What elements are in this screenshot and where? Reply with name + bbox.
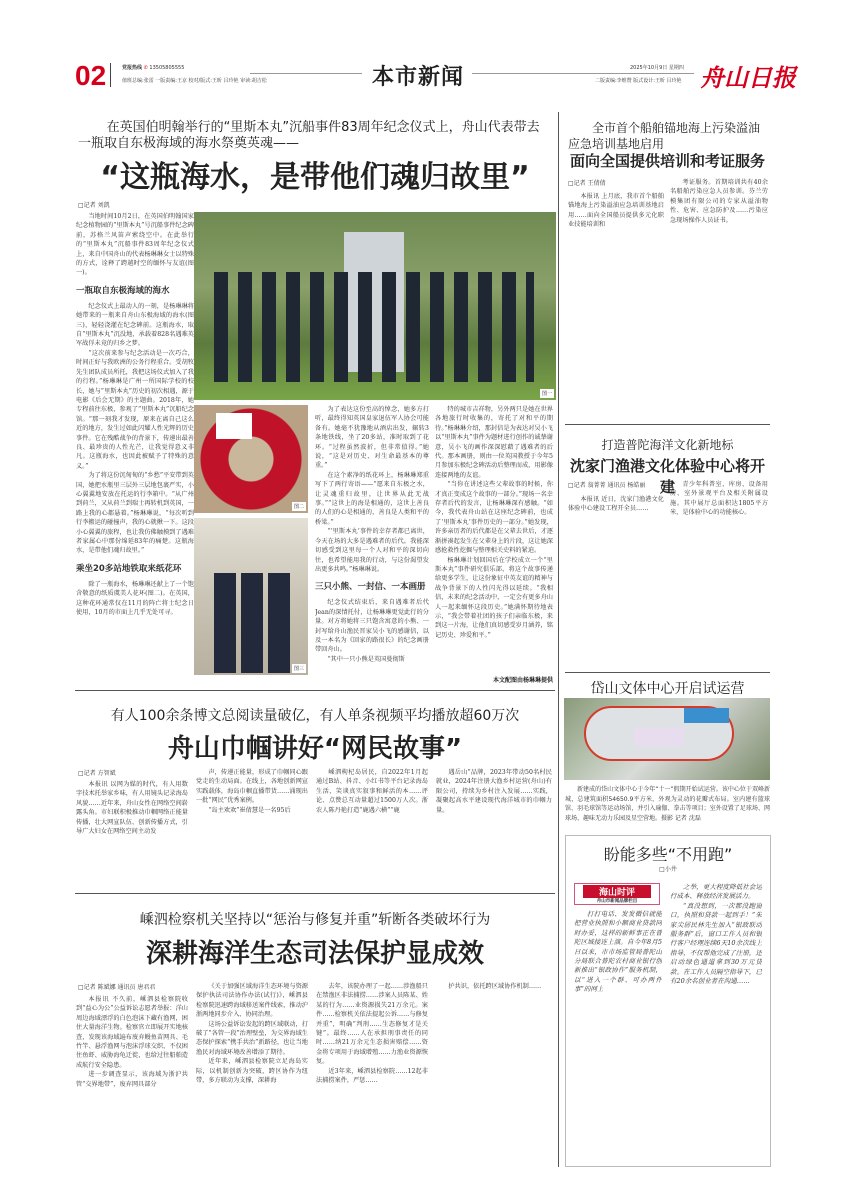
- article3-col4: [436, 982, 552, 1165]
- badge-title: 海山时评: [583, 885, 651, 898]
- hotline-number: 13505805555: [149, 65, 185, 71]
- article3-headline: 深耕海洋生态司法保护显成效: [145, 939, 484, 969]
- column-divider: [558, 112, 559, 1167]
- article2-col4: [436, 768, 552, 885]
- date: 2025年10月9日 星期四: [630, 65, 684, 71]
- masthead-logo: 舟山日报: [700, 63, 796, 92]
- hotline-label: 党报热线: [122, 65, 143, 71]
- article3-byline: □记者 陈斌娜 通讯员 唐君君: [78, 984, 156, 991]
- article1-col2: [315, 405, 429, 685]
- paragraph: 近3年来，嵊泗县检察院……12起非法捕捞案件，严惩……: [316, 1067, 428, 1085]
- paragraph: 当地时间10月2日，在英国伯明翰国家纪念植物园的“里斯本丸”号沉船事件纪念碑前，苏格兰风笛声萦绕空中。在此举行的“里斯本丸”沉船事件83周年纪念仪式上，来自中国舟山的代表杨琳琳女士以特殊的方式，诠释了跨越时空的缅怀与友谊(图一)。: [76, 213, 194, 277]
- paragraph: 本报讯 近日，沈家门渔港文化体验中心建设工程开全员……: [568, 496, 664, 513]
- article3-col1: [76, 995, 188, 1165]
- photo-label: 图三: [293, 666, 304, 672]
- paragraph: “这次前来参与纪念活动是一次巧合，时间正好与我欧洲的公务行程重合。受胡牧先生团队成员所托，我把这场仪式加入了我的行程。”杨琳琳是广州一所国际学校的校长，她与“里斯本丸”历史的初次相遇，源于电影《后会无期》的主题曲。2018年，她专程前往东极，参观了“里斯本丸”沉船纪念馆。“那一刻我才发现，原来在离自己这么近的地方，发生过如此闪耀人性光辉的历史事件。它在残酷战争的背景下，传递出最善良、最珍贵的人性光芒，让我觉得意义非凡。这瓶海水，也因此被赋予了特殊的意义。”: [76, 349, 194, 470]
- right3-caption: [565, 785, 770, 825]
- divider: [565, 672, 770, 673]
- commentary-author: □小井: [659, 866, 677, 873]
- right1-kicker: 全市首个船舶锚地海上污染溢油应急培训基地启用: [568, 121, 761, 151]
- paragraph: 青少年科普室、库房、设备用房、室外景观平台及相关附属设施。其中展厅总面积达1805平方米，是体验中心的功能核心。: [670, 481, 768, 517]
- pool: [684, 708, 729, 723]
- paragraph: 本报讯 以网为媒的时代，有人用数字技术托举家乡味，有人用镜头记录海岛风貌……近年来，舟山女性在网络空间崭露头角。市妇联积极推动巾帼网络正能量传播，壮大网宣队伍、创新传播方式，引导广大妇女在网络空间主动发: [76, 781, 188, 836]
- caption: 新建成的岱山文体中心于今年“十一”假期开始试运营。该中心位于双峰新城，总建筑面积54650.9平方米，外观为灵动的花瓣式布局。室内建有篮球馆、羽毛球馆等运动场馆，并引入瑜伽、拳击等项目；室外设置了足球场、网球场、趣味无动力乐园及星空营地。摄影 记者 沈磊: [565, 786, 770, 822]
- paragraph: “岛主欢欢”崔倩慧是一名95后: [208, 806, 291, 814]
- article1-col3: [435, 405, 553, 673]
- photo-label: 图一: [541, 391, 552, 397]
- paragraph: 本报讯 不久前，嵊泗县检察院收到“益心为公”公益诉讼志愿者举报：洋山周边海域漂浮的白色泡沫下藏有渔网，困住大量海洋生物。检察官立即展开实地核查，发现该海域遍布废弃鳗鱼苗网具、毛竹竿、悬浮渔网与泡沫浮球交织，不仅困住鱼虾、威胁海龟迁徙，也给过往船舶造成航行安全隐患。: [76, 996, 188, 1069]
- right2-col1: [568, 495, 664, 670]
- article2-kicker: 有人100余条博文总阅读量破亿，有人单条视频平均播放超60万次: [110, 708, 520, 724]
- photo-poppy-wreath: [194, 405, 308, 513]
- article1-col1: [76, 212, 194, 687]
- paragraph: 《关于加强区域海洋生态环境与资源保护执法司法协作办法(试行)》，嵊泗县检察院迅速跨海域移送案件线索，推动沪浙两地同步介入、协同治理。: [196, 983, 308, 1019]
- paragraph: “‘里斯本丸’事件的幸存者都已离世，今天在场的大多是遇难者的后代。我能深切感受到这里每一个人对和平的深切向往，也希望能用我的行动，与这份渴望发出更多共鸣。”杨琳琳说。: [315, 528, 429, 573]
- subheading: 乘坐20多站地铁取来纸花环: [76, 563, 182, 574]
- paragraph: 特的城市吉祥物，另外两只是她在世界各地旅行时收集的，寄托了对和平的期待。”杨琳琳介绍，那封信是为表达对吴小飞以“里斯本丸”事件为题材进行创作的诚挚谢意，吴小飞的画作深深慰藉了遇难者的后代。那本画册，则由一位英国教授于今年5月参加东极纪念碑活动后整理而成，用影像连接两地的友谊。: [435, 406, 553, 479]
- right1-byline: □记者 王倩倩: [568, 180, 606, 187]
- paragraph: “真没想到，一次都没跑窗口，执照和贷款一起到手！”朱家尖居民林先生加入“银政联动服务群”后，窗口工作人员和银行客户经理连续6天10余次线上指导，不仅帮他完成了注册，还启动绿色通道拿到30万元贷款。在工作人员隔空指导下，已有20余名创业者在沟通……: [670, 901, 762, 986]
- article2-col3: [316, 768, 428, 885]
- court: [634, 728, 684, 746]
- article2-headline: 舟山巾帼讲好“网民故事”: [167, 734, 463, 764]
- paragraph: 为了将这份沉甸甸的“乡愁”平安带到英国，她把水瓶里三层外三层地包裹严实，小心翼翼地安放在托运的行李箱中。“从广州到荷兰，又从荷兰到瑞士再转机到英国，一路上我的心都悬着。”杨琳琳说，“每次听到行李搬运的碰撞声，我的心就揪一下。这段小心翼翼的旅程，也让我仿佛触摸到了遇难者家属心中那份绵延83年的痛楚。这瓶海水，是带他们魂归故里。”: [76, 472, 194, 555]
- divider: [250, 73, 362, 74]
- right2-headline: 沈家门渔港文化体验中心将开建: [569, 457, 765, 496]
- article1-byline: □记者 刘凯: [78, 202, 110, 209]
- divider: [472, 73, 694, 74]
- page-number: 02: [75, 60, 107, 91]
- article2-col1: [76, 780, 188, 885]
- phone-icon: ✆: [143, 65, 148, 71]
- photo-group-indoor: [194, 518, 308, 675]
- right1-col2: [670, 178, 768, 420]
- paragraph: 杨琳琳计划回国后在学校成立一个“里斯本丸”事件研究俱乐部，将这个故事传递给更多学生，让这份象征中英友谊的精神与战争背景下的人性闪光得以延续。“我相信，未来的纪念活动中，一定会有更多舟山人一起来缅怀这段历史。”她满怀期待地表示，“我会带着社团的孩子们亲临东极，来到这一片海，让他们真切感受岁月涵养，铭记历史、珍爱和平。”: [435, 556, 553, 639]
- photo-credit: 本文配图由杨琳琳提供: [492, 677, 553, 684]
- divider: [110, 63, 111, 87]
- subheading: 三只小熊、一封信、一本画册: [315, 582, 426, 593]
- paragraph: 打打电话、发发微信就能把营业执照和小额商业贷款同时办妥，这样的新鲜事正在普陀区域接连上演。自今年8月5日以来，市市场监管局普陀山分局联合普陀农村商业银行创新推出“银政协作”服务机制，以“进入一个群、可办两件事”的网上: [574, 910, 662, 994]
- paragraph: 遇岳山”品牌，2023年带动50名村民就业，2024年注册大渔乡村运营(舟山)有限公司，持续为乡村注入发展……实践，凝聚起高水平建设现代海洋城市的巾帼力量。: [436, 769, 552, 814]
- paragraph: 考证服务。首期培训共有40余名船舶污染应急人员参训。芬兰劳模集团有限公司的专家从溢油物性、危害、应急防护及……污染应急现场操作人员证书。: [670, 179, 768, 224]
- wreath-card: [216, 413, 252, 439]
- divider: [565, 424, 770, 425]
- paragraph: 为了表达这份至高的悼念，她多方打听，最终得知英国皇家退伍军人协会可能备有。她毫不犹豫地从酒店出发，辗转3条地铁线，坐了20多站，准时取到了花环。“过程虽然波折，但非常值得。”她说，“这是对历史、对生命最基本的尊重。”: [315, 406, 429, 470]
- paragraph: 在这个素净的纸花环上，杨琳琳郑重写下了两行寄语——“愿来自东极之水，让灵魂重归故里，让世界从此无战事。”“这世上的海是相通的，这世上善良的人们的心是相通的，善良是人类和平的桥梁。”: [315, 471, 429, 526]
- commentary-col1: [574, 910, 662, 1160]
- paragraph: 进一步调查显示，该海域为浙沪共管“交界地带”，废弃网具部分: [76, 1071, 188, 1088]
- photo-memorial-ceremony: [194, 212, 556, 400]
- people-group: [214, 272, 534, 382]
- paragraph: 这场公益诉讼发起的跨区域联动，打破了“各管一段”治理壁垒，为交界海域生态保护探索“携手共治”新路径，也让当地渔民对海域环境改善增添了期待。: [196, 1020, 308, 1056]
- article2-col2: [196, 768, 308, 885]
- hotline: [122, 64, 184, 71]
- commentary-title: 盼能多些“不用跑”: [603, 845, 733, 864]
- commentary-col2: [670, 883, 762, 1160]
- paragraph: 嵊泗枸杞岛居民，自2022年1月起通过B站、抖音、小红书等平台记录海岛生活，笑谈真实叙事和鲜活的本……评论、点赞总互动量超过1500万人次。浙农人陈丹艳打造“鹿遇六横”“鹿: [316, 769, 428, 814]
- badge-subtitle: 舟山市新闻品牌栏目: [596, 899, 638, 904]
- right3-headline: 岱山文体中心开启试运营: [590, 681, 745, 697]
- divider: [75, 690, 555, 691]
- photo-daishan-sports-center: [564, 698, 770, 780]
- column-badge: [574, 883, 660, 905]
- photo-label: 图二: [293, 504, 304, 510]
- subheading: 一瓶取自东极海域的海水: [76, 285, 170, 296]
- section-title: 本市新闻: [372, 64, 465, 90]
- right1-headline: 面向全国提供培训和考证服务: [569, 152, 765, 170]
- right1-col1: [568, 192, 664, 420]
- editors-left: 值班总编:张雷 一版责编:王京 校对/版式:王昕 吕玲艳 审读:胡吉松: [122, 78, 267, 84]
- editors-right: 二版责编:李维赞 版式设计:王昕 吕玲艳: [595, 78, 682, 84]
- paragraph: 去年，该院办理了一起……涉渔船只在禁渔区非法捕捞……涉案人员陈某、姓某的行为……业资源损失21万余元。案件……检察机关依法提起公诉……与修复并重”，明确“判刑……生态修复才是关键”。最终……人在承担刑事责任的同时……纳21万余元生态损害赔偿……资金将专项用于海域增殖……力渔业资源恢复。: [316, 983, 428, 1066]
- divider: [75, 893, 555, 894]
- article3-col3: [316, 982, 428, 1165]
- paragraph: 纪念仪式上最动人的一刻，是杨琳琳将她带来的一瓶来自舟山东极海域的海水(图三)，轻轻浇灌在纪念碑前。这瓶海水，取自“里斯本丸”沉没地，承载着828名遇难英军战俘未竟的归乡之梦。: [76, 302, 194, 348]
- paragraph: 除了一瓶海水，杨琳琳还献上了一个饱含敬意的纸质虞美人花环(图二)。在英国，这种花环通常仅在11月的阵亡将士纪念日使用，10月的市面上几乎无处可寻。: [76, 580, 194, 617]
- paragraph: 之举，更大程度降低社会运行成本、释放经济发展活力。: [670, 883, 762, 901]
- paragraph: 纪念仪式结束后，来自遇难者后代Jean的深情托付，让杨琳琳更觉此行的分量。对方将她将三只饱含寓意的小熊、一封写给舟山渔民晋家吴小飞的感谢信，以及一本名为《回家的路很长》的纪念画册带回舟山。: [315, 599, 429, 654]
- article2-byline: □记者 方智斌: [78, 770, 116, 777]
- paragraph: 护共识，依托跨区域协作机制……: [448, 983, 542, 990]
- paragraph: “其中一只小熊是英国曼彻斯: [327, 655, 405, 663]
- people-group: [214, 573, 292, 673]
- right2-kicker: 打造普陀海洋文化新地标: [601, 438, 734, 452]
- right2-col2: [670, 480, 768, 670]
- article3-kicker: 嵊泗检察机关坚持以“惩治与修复并重”斩断各类破坏行为: [139, 912, 491, 928]
- paragraph: 声，传递正能量，形成了巾帼同心跟党走的生动局面。在线上，各地创新网宣实践载体，海岛巾帼直播带货……涌现出一批“网民”优秀案例。: [196, 769, 308, 805]
- article3-col2: [196, 982, 308, 1165]
- paragraph: 近年来，嵊泗县检察院立足海岛实际，以机制创新为突破，跨区协作为纽带，多方联动为支撑，深耕海: [196, 1058, 308, 1085]
- paragraph: 本报讯 上月底，我市首个船舶锚地海上污染溢油应急培训基地启用……面向全国船员提供多元化职业技能培训和: [568, 193, 664, 229]
- right2-byline: □记者 翁菁菁 通讯员 杨皓丽: [568, 482, 646, 489]
- article1-kicker: 在英国伯明翰举行的“里斯本丸”沉船事件83周年纪念仪式上，舟山代表带去一瓶取自东极海域的海水祭奠英魂——: [78, 120, 540, 151]
- paragraph: “当你在讲述这些父辈故事的时候，你才真正变成这个故事的一部分。”现场一名幸存者后代的发言，让杨琳琳深有感触。“如今，我代表舟山站在这座纪念碑前，也成了‘里斯本丸’事件历史的一部分。”她发现，许多亲历者的后代都是在父辈去世后，才逐渐拼凑起发生在父辈身上的片段，这让她深感抢救性挖掘与整理相关史料的紧迫。: [435, 481, 553, 555]
- article1-headline: “这瓶海水，是带他们魂归故里”: [100, 160, 530, 195]
